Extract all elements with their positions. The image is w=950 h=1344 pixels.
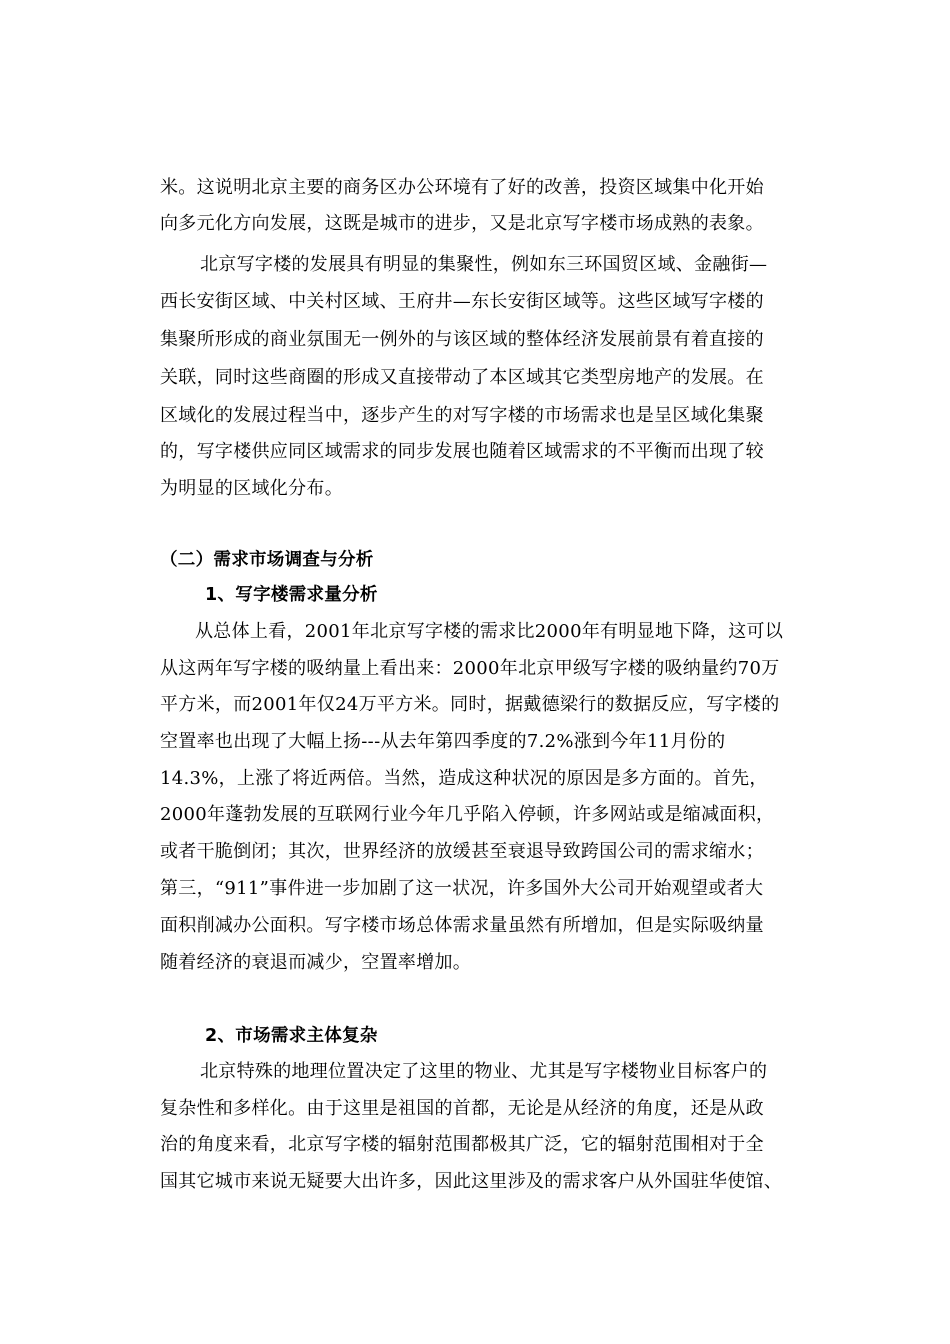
paragraph-2-line-4: 关联，同时这些商圈的形成又直接带动了本区域其它类型房地产的发展。在 — [160, 367, 764, 388]
subsection-1-line-2: 从这两年写字楼的吸纳量上看出来：2000年北京甲级写字楼的吸纳量约70万 — [160, 658, 780, 679]
subsection-2-line-1: 北京特殊的地理位置决定了这里的物业、尤其是写字楼物业目标客户的 — [200, 1061, 768, 1082]
subsection-2-line-2: 复杂性和多样化。由于这里是祖国的首都，无论是从经济的角度，还是从政 — [160, 1098, 764, 1119]
subsection-1-heading: 1、写字楼需求量分析 — [205, 585, 378, 605]
paragraph-1-line-1: 米。这说明北京主要的商务区办公环境有了好的改善，投资区域集中化开始 — [160, 177, 764, 198]
paragraph-2-line-1: 北京写字楼的发展具有明显的集聚性，例如东三环国贸区域、金融街— — [200, 254, 768, 275]
subsection-1-line-4: 空置率也出现了大幅上扬---从去年第四季度的7.2%涨到今年11月份的 — [160, 731, 726, 752]
subsection-1-line-9: 面积削减办公面积。写字楼市场总体需求量虽然有所增加，但是实际吸纳量 — [160, 915, 764, 936]
subsection-1-line-6: 2000年蓬勃发展的互联网行业今年几乎陷入停顿，许多网站或是缩减面积， — [160, 804, 775, 825]
subsection-2-heading: 2、市场需求主体复杂 — [205, 1026, 378, 1046]
subsection-1-line-3: 平方米，而2001年仅24万平方米。同时，据戴德梁行的数据反应，写字楼的 — [160, 694, 780, 715]
paragraph-2-line-2: 西长安街区域、中关村区域、王府井—东长安街区域等。这些区域写字楼的 — [160, 291, 764, 312]
paragraph-1-line-2: 向多元化方向发展，这既是城市的进步，又是北京写字楼市场成熟的表象。 — [160, 213, 764, 234]
subsection-1-line-1: 从总体上看，2001年北京写字楼的需求比2000年有明显地下降，这可以 — [195, 621, 784, 642]
subsection-2-line-4: 国其它城市来说无疑要大出许多，因此这里涉及的需求客户从外国驻华使馆、 — [160, 1171, 783, 1192]
paragraph-2-line-6: 的，写字楼供应同区域需求的同步发展也随着区域需求的不平衡而出现了较 — [160, 441, 764, 462]
subsection-1-line-5: 14.3%，上涨了将近两倍。当然，造成这种状况的原因是多方面的。首先， — [160, 768, 768, 789]
paragraph-2-line-5: 区域化的发展过程当中，逐步产生的对写字楼的市场需求也是呈区域化集聚 — [160, 405, 764, 426]
subsection-1-line-7: 或者干脆倒闭；其次，世界经济的放缓甚至衰退导致跨国公司的需求缩水； — [160, 841, 764, 862]
paragraph-2-line-3: 集聚所形成的商业氛围无一例外的与该区域的整体经济发展前景有着直接的 — [160, 329, 764, 350]
subsection-2-line-3: 治的角度来看，北京写字楼的辐射范围都极其广泛，它的辐射范围相对于全 — [160, 1134, 764, 1155]
subsection-1-line-8: 第三，“911”事件进一步加剧了这一状况，许多国外大公司开始观望或者大 — [160, 878, 764, 899]
subsection-1-line-10: 随着经济的衰退而减少，空置率增加。 — [160, 952, 472, 973]
paragraph-2-line-7: 为明显的区域化分布。 — [160, 478, 343, 499]
section-heading: （二）需求市场调查与分析 — [160, 550, 374, 570]
